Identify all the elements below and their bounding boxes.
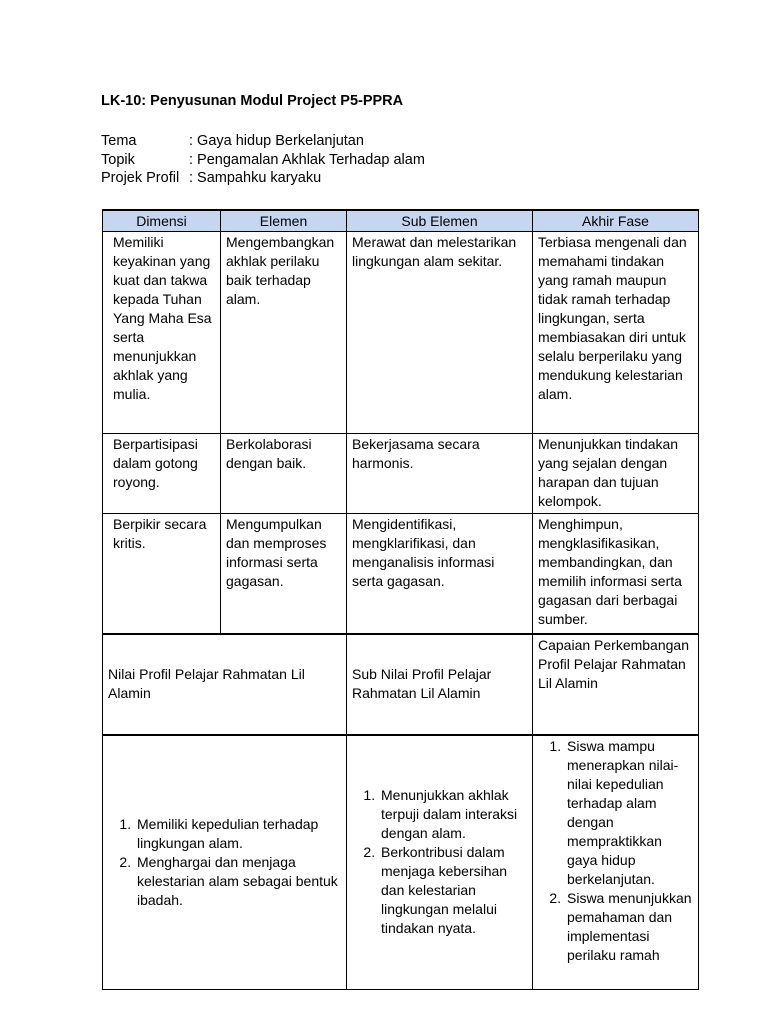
meta-value: : Gaya hidup Berkelanjutan	[189, 133, 364, 149]
profile-capaian-cell	[533, 735, 699, 990]
meta-row-projek-profil	[101, 169, 425, 188]
list-item: 1. Menunjukkan akhlak terpuji dalam interaksi dengan alam.	[379, 786, 529, 843]
table-row	[103, 232, 699, 434]
list-item: 2. Siswa menunjukkan pemahaman dan implementasi perilaku ramah	[565, 889, 695, 965]
cell-akhir-fase: Menunjukkan tindakan yang sejalan dengan harapan dan tujuan kelompok.	[533, 434, 699, 514]
profile-header-sub-nilai: Sub Nilai Profil Pelajar Rahmatan Lil Alamin	[347, 634, 533, 735]
table-row	[103, 514, 699, 635]
header-elemen: Elemen	[221, 210, 347, 232]
profile-header-nilai: Nilai Profil Pelajar Rahmatan Lil Alamin	[103, 634, 347, 735]
header-dimensi: Dimensi	[103, 210, 221, 232]
profile-nilai-list	[108, 815, 343, 910]
list-item: 2. Menghargai dan menjaga kelestarian alam sebagai bentuk ibadah.	[135, 853, 343, 910]
cell-dimensi: Berpartisipasi dalam gotong royong.	[103, 434, 221, 514]
header-sub-elemen: Sub Elemen	[347, 210, 533, 232]
meta-value: : Pengamalan Akhlak Terhadap alam	[189, 151, 425, 168]
meta-row-topik	[101, 151, 425, 170]
meta-key: Projek Profil	[101, 170, 180, 186]
cell-elemen: Berkolaborasi dengan baik.	[221, 434, 347, 514]
profile-content-row	[103, 735, 699, 990]
cell-sub-elemen: Mengidentifikasi, mengklarifikasi, dan menganalisis informasi serta gagasan.	[347, 514, 533, 635]
project-meta	[101, 132, 425, 188]
meta-value: : Sampahku karyaku	[189, 170, 322, 186]
cell-elemen: Mengembangkan akhlak perilaku baik terhadap alam.	[221, 232, 347, 434]
header-akhir-fase: Akhir Fase	[533, 210, 699, 232]
profile-sub-nilai-list	[352, 786, 529, 938]
list-item: 2. Berkontribusi dalam menjaga kebersihan dan kelestarian lingkungan melalui tindakan nyata.	[379, 843, 529, 938]
cell-dimensi: Berpikir secara kritis.	[103, 514, 221, 635]
cell-akhir-fase: Terbiasa mengenali dan memahami tindakan yang ramah maupun tidak ramah terhadap lingkungan, serta membiasakan diri untuk selalu berperilaku yang mendukung kelestarian alam.	[533, 232, 699, 434]
profile-nilai-cell	[103, 735, 347, 990]
project-table	[102, 209, 699, 990]
table-row	[103, 434, 699, 514]
meta-key: Topik	[101, 151, 135, 168]
profile-header-row	[103, 634, 699, 735]
list-item: 1. Siswa mampu menerapkan nilai-nilai kepedulian terhadap alam dengan mempraktikkan gaya hidup berkelanjutan.	[565, 737, 695, 889]
table-header-row	[103, 210, 699, 232]
cell-elemen: Mengumpulkan dan memproses informasi serta gagasan.	[221, 514, 347, 635]
meta-key: Tema	[101, 133, 137, 149]
profile-capaian-list	[538, 737, 695, 965]
cell-sub-elemen: Merawat dan melestarikan lingkungan alam sekitar.	[347, 232, 533, 434]
cell-dimensi: Memiliki keyakinan yang kuat dan takwa kepada Tuhan Yang Maha Esa serta menunjukkan akhlak yang mulia.	[103, 232, 221, 434]
document-title: LK-10: Penyusunan Modul Project P5-PPRA	[101, 93, 404, 109]
profile-header-capaian: Capaian Perkembangan Profil Pelajar Rahmatan Lil Alamin	[533, 634, 699, 735]
cell-sub-elemen: Bekerjasama secara harmonis.	[347, 434, 533, 514]
list-item: 1. Memiliki kepedulian terhadap lingkungan alam.	[135, 815, 343, 853]
meta-row-tema	[101, 132, 425, 151]
cell-akhir-fase: Menghimpun, mengklasifikasikan, membandingkan, dan memilih informasi serta gagasan dari berbagai sumber.	[533, 514, 699, 635]
profile-sub-nilai-cell	[347, 735, 533, 990]
